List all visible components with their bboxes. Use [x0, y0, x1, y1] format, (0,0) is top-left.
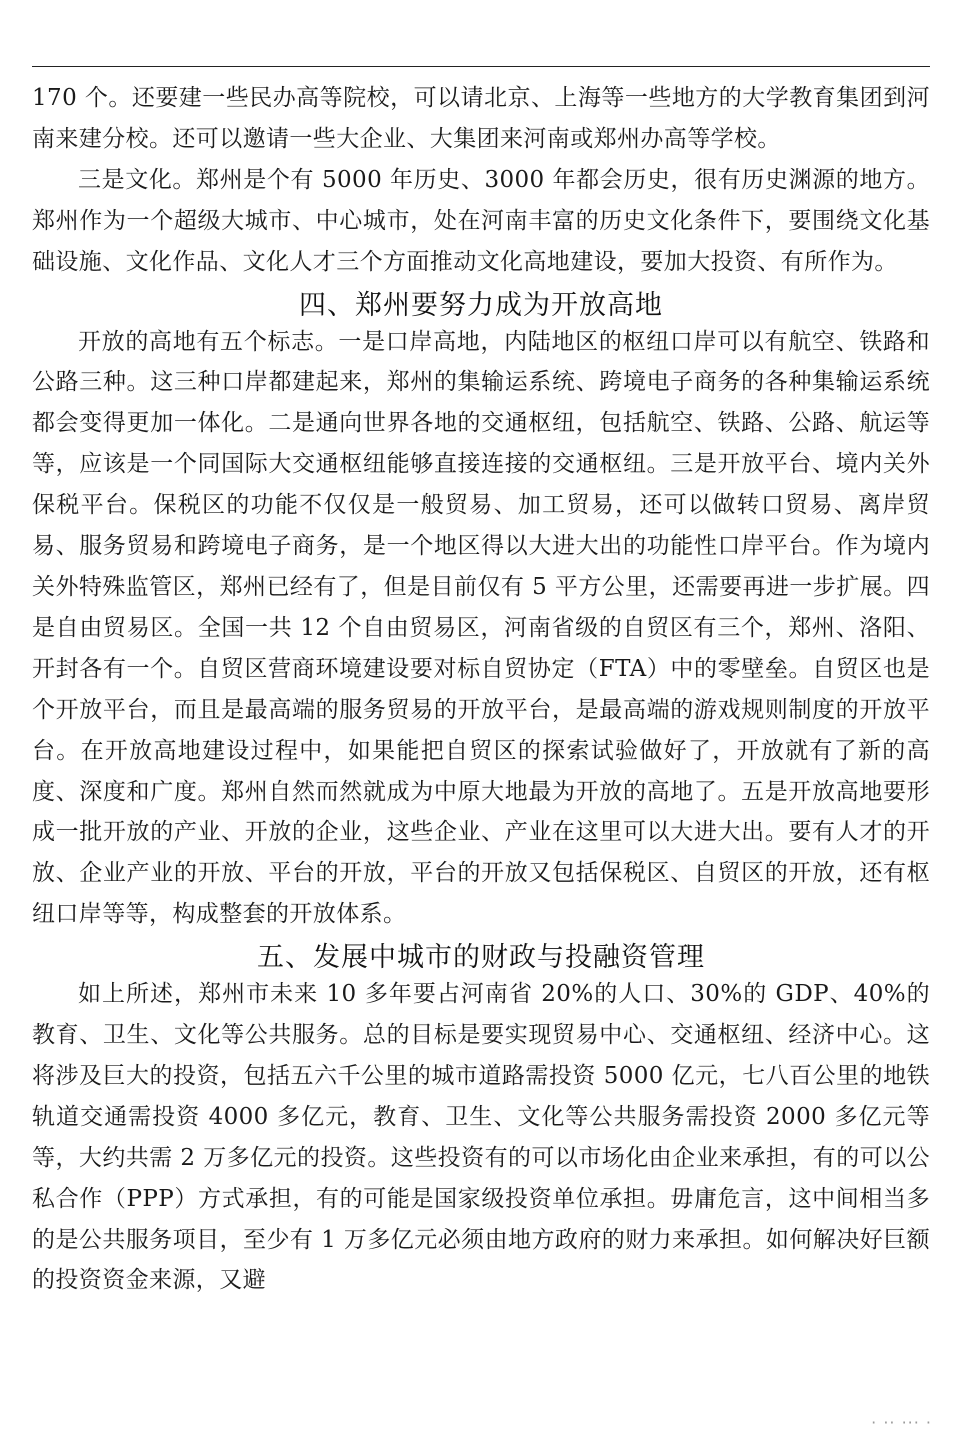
document-body: [32, 78, 930, 1301]
paragraph-culture: 三是文化。郑州是个有 5000 年历史、3000 年都会历史，很有历史渊源的地方。郑州作为一个超级大城市、中心城市，处在河南丰富的历史文化条件下，要围绕文化基础设施、文化作品、文化人才三个方面推动文化高地建设，要加大投资、有所作为。: [32, 166, 930, 275]
header-rule: [32, 66, 930, 67]
paragraph-finance: 如上所述，郑州市未来 10 多年要占河南省 20%的人口、30%的 GDP、40%的教育、卫生、文化等公共服务。总的目标是要实现贸易中心、交通枢纽、经济中心。这将涉及巨大的投资，包括五六千公里的城市道路需投资 5000 亿元，七八百公里的地铁轨道交通需投资 4000 多亿元，教育、卫生、文化等公共服务需投资 2000 多亿元等等，大约共需 2 万多亿元的投资。这些投资有的可以市场化由企业来承担，有的可以公私合作（PPP）方式承担，有的可能是国家级投资单位承担。毋庸危言，这中间相当多的是公共服务项目，至少有 1 万多亿元必须由地方政府的财力来承担。如何解决好巨额的投资资金来源，又避: [32, 981, 930, 1294]
watermark-image: · ·· ··· ·: [871, 1413, 932, 1432]
paragraph-continuation: 170 个。还要建一些民办高等院校，可以请北京、上海等一些地方的大学教育集团到河南来建分校。还可以邀请一些大企业、大集团来河南或郑州办高等学校。: [32, 85, 930, 152]
section-heading-finance: 五、发展中城市的财政与投融资管理: [257, 942, 705, 974]
paragraph-open-highland: 开放的高地有五个标志。一是口岸高地，内陆地区的枢纽口岸可以有航空、铁路和公路三种。这三种口岸都建起来，郑州的集输运系统、跨境电子商务的各种集输运系统都会变得更加一体化。二是通向世界各地的交通枢纽，包括航空、铁路、公路、航运等等，应该是一个同国际大交通枢纽能够直接连接的交通枢纽。三是开放平台、境内关外保税平台。保税区的功能不仅仅是一般贸易、加工贸易，还可以做转口贸易、离岸贸易、服务贸易和跨境电子商务，是一个地区得以大进大出的功能性口岸平台。作为境内关外特殊监管区，郑州已经有了，但是目前仅有 5 平方公里，还需要再进一步扩展。四是自由贸易区。全国一共 12 个自由贸易区，河南省级的自贸区有三个，郑州、洛阳、开封各有一个。自贸区营商环境建设要对标自贸协定（FTA）中的零壁垒。自贸区也是个开放平台，而且是最高端的服务贸易的开放平台，是最高端的游戏规则制度的开放平台。在开放高地建设过程中，如果能把自贸区的探索试验做好了，开放就有了新的高度、深度和广度。郑州自然而然就成为中原大地最为开放的高地了。五是开放高地要形成一批开放的产业、开放的企业，这些企业、产业在这里可以大进大出。要有人才的开放、企业产业的开放、平台的开放，平台的开放又包括保税区、自贸区的开放，还有枢纽口岸等等，构成整套的开放体系。: [32, 328, 930, 928]
section-heading-open-highland: 四、郑州要努力成为开放高地: [299, 289, 663, 321]
